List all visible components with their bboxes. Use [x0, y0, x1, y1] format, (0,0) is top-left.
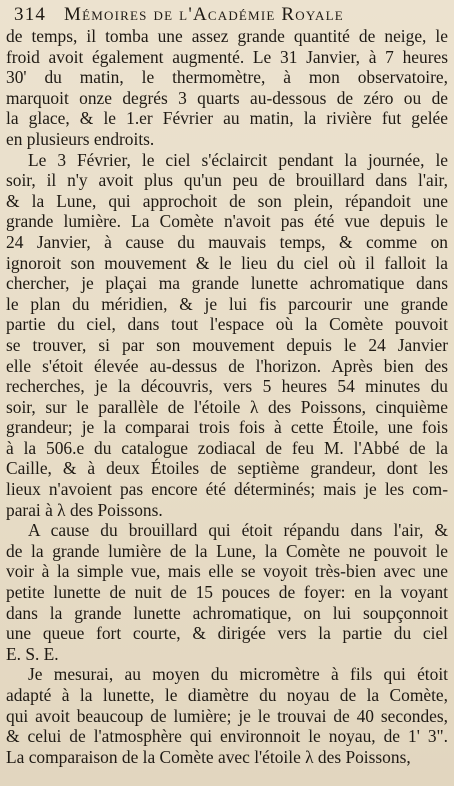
- text-line: recherches, je la découvris, vers 5 heures 54 minutes du: [6, 376, 448, 397]
- running-header: [14, 4, 444, 28]
- text-line: la glace, & le 1.er Février au matin, la rivière fut gelée: [6, 108, 448, 129]
- text-line: lieux n'avoient pas encore été déterminés; mais je les com-: [6, 479, 448, 500]
- text-line: partie du ciel, dans tout l'espace où la Comète pouvoit: [6, 314, 448, 335]
- paragraph: [6, 26, 448, 150]
- text-line: grandeur; je la comparai trois fois à cette Étoile, une fois: [6, 417, 448, 438]
- text-line: parai à λ des Poissons.: [6, 499, 163, 520]
- text-line: de temps, il tomba une assez grande quantité de neige, le: [6, 26, 448, 46]
- text-line: adapté à la lunette, le diamètre du noyau de la Comète,: [6, 685, 448, 705]
- text-body: [6, 26, 448, 767]
- text-line: & la Lune, qui approchoit de son plein, répandoit une: [6, 190, 448, 211]
- paragraph: [6, 520, 448, 664]
- text-line: Le 3 Février, le ciel s'éclaircit pendant la journée, le: [28, 149, 448, 170]
- text-line: elle s'étoit élevée au-dessus de l'horizon. Après bien des: [6, 355, 448, 376]
- text-line: & celui de l'atmosphère qui environnoit le noyau, de 1' 3".: [6, 726, 448, 747]
- text-line: dans la grande lunette achromatique, on lui soupçonnoit: [6, 602, 448, 623]
- text-line: se trouver, si par son mouvement depuis le 24 Janvier: [6, 334, 448, 355]
- text-line: A cause du brouillard qui étoit répandu dans l'air, &: [28, 520, 448, 541]
- text-line: ignoroit son mouvement & le lieu du ciel où il falloit la: [6, 252, 448, 273]
- text-line: grande lumière. La Comète n'avoit pas été vue depuis le: [6, 211, 448, 232]
- text-line: de la grande lumière de la Lune, la Comète ne pouvoit le: [6, 540, 448, 561]
- text-line: soir, sur le parallèle de l'étoile λ des Poissons, cinquième: [6, 396, 448, 417]
- text-line: une queue fort courte, & dirigée vers la partie du ciel: [6, 623, 448, 644]
- text-line: petite lunette de nuit de 15 pouces de foyer: en la voyant: [6, 582, 448, 603]
- text-line: marquoit onze degrés 3 quarts au-dessous de zéro ou de: [6, 87, 448, 108]
- text-line: 24 Janvier, à cause du mauvais temps, & comme on: [6, 231, 448, 252]
- text-line: froid avoit également augmenté. Le 31 Janvier, à 7 heures: [6, 46, 448, 67]
- paragraph: [6, 664, 448, 767]
- text-line: le plan du méridien, & je lui fis parcourir une grande: [6, 293, 448, 314]
- paragraph: [6, 150, 448, 521]
- text-line: qui avoit beaucoup de lumière; je le trouvai de 40 secondes,: [6, 705, 448, 726]
- text-line: E. S. E.: [6, 643, 59, 664]
- running-title: Mémoires de l'Académie Royale: [64, 4, 344, 25]
- text-line: 30' du matin, le thermomètre, à mon observatoire,: [6, 67, 448, 88]
- page-number: 314: [14, 4, 47, 25]
- text-line: chercher, je plaçai ma grande lunette achromatique dans: [6, 273, 448, 294]
- text-line: Je mesurai, au moyen du micromètre à fils qui étoit: [28, 664, 448, 685]
- text-line: voir à la simple vue, mais elle se voyoit très-bien avec une: [6, 561, 448, 582]
- text-line: soir, il n'y avoit plus qu'un peu de brouillard dans l'air,: [6, 170, 448, 191]
- text-line: Caille, & à deux Étoiles de septième grandeur, dont les: [6, 458, 448, 479]
- text-line: La comparaison de la Comète avec l'étoile λ des Poissons,: [6, 746, 411, 767]
- text-line: à la 506.e du catalogue zodiacal de feu M. l'Abbé de la: [6, 437, 448, 458]
- text-line: en plusieurs endroits.: [6, 128, 155, 149]
